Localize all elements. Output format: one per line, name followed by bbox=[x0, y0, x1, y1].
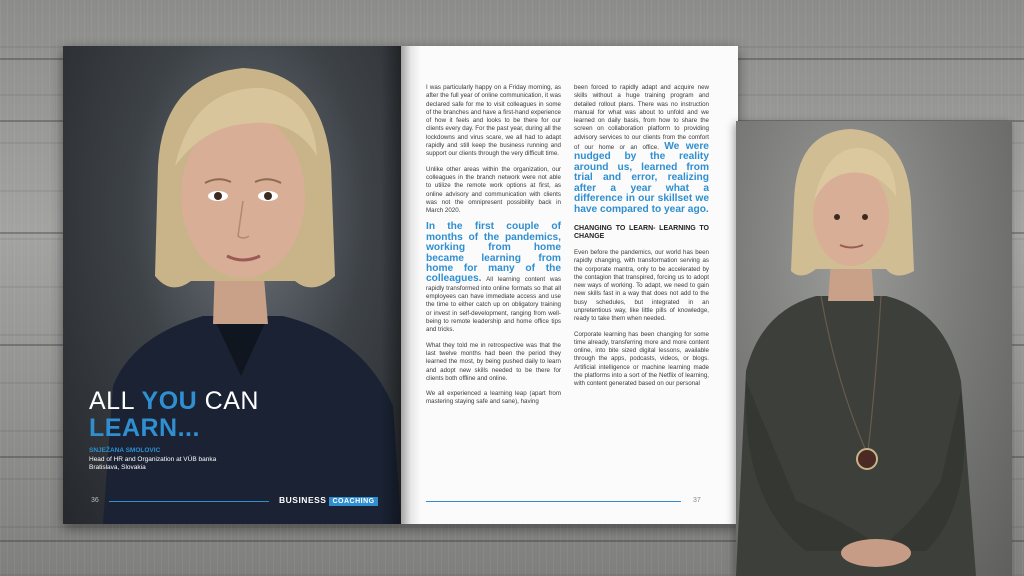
seated-portrait-photo bbox=[736, 121, 1012, 576]
paragraph-text: All learning content was rapidly transformed into online formats so that all employees can have immediate access and use the time to either catch up on obligatory training or invest in self-development, ranging from well-being to remote leadership and home office tips and tricks. bbox=[426, 276, 561, 334]
right-page bbox=[401, 46, 738, 524]
footer-divider bbox=[426, 501, 681, 502]
footer-divider bbox=[109, 501, 269, 502]
magazine-spread bbox=[63, 46, 738, 524]
paragraph: Corporate learning has been changing for some time already, transferring more and more content online, into bite sized digital lessons, available through the apps, podcasts, videos, or blogs. Artificial intelligence or machine learning made the platforms into a sort of the Netflix of learning, with content generated based on our personal bbox=[574, 330, 709, 388]
author-details bbox=[89, 456, 216, 472]
paragraph-text: been forced to rapidly adapt and acquire new skills without a huge training program and detailed rollout plans. There was no instruction manual for what was about to unfold and we learned on daily basis, from how to share the screen on collaboration platform to providing advisory services to our clients from the comfort of our home or an office. bbox=[574, 84, 709, 152]
paragraph: What they told me in retrospective was that the last twelve months had been the period they learned the most, by being pushed daily to learn and adopt new skills needed to be there for clients both offline and online. bbox=[426, 341, 561, 382]
left-page bbox=[63, 46, 401, 524]
magazine-brand bbox=[279, 495, 378, 505]
headline bbox=[89, 388, 259, 442]
page-number-right: 37 bbox=[693, 497, 701, 504]
headline-accent-you: YOU bbox=[141, 387, 198, 415]
paragraph: We all experienced a learning leap (apart from mastering staying safe and sane), having bbox=[426, 390, 561, 406]
headline-part1: ALL bbox=[89, 387, 142, 415]
page-number-left: 36 bbox=[91, 497, 99, 504]
author-name: SNJEŽANA SMOLOVIC bbox=[89, 447, 161, 454]
pull-quote: In the first couple of months of the pandemics, working from home became learning from home for many of the colleagues. bbox=[426, 221, 561, 285]
paragraph: I was particularly happy on a Friday morning, as after the full year of online communication, it was declared safe for me to visit colleagues in some of the branches and have a first-hand experience of how it feels and looks to be there for our clients every day. For the past year, during all the lockdowns and virus scare, we all had to adapt rapidly and still keep the business running and support our clients through the very difficult time. bbox=[426, 84, 561, 158]
paragraph: Even before the pandemics, our world has been rapidly changing, with transformation serving as the corporate mantra, only to be accelerated by the contagion that transpired, forcing us to adopt new ways of working. To adapt, we need to gain new skills fast in a way that does not add to the busy schedules, but integrated in an unpretentious way, like little pills of knowledge, ready to take them when needed. bbox=[574, 248, 709, 323]
headline-part2: CAN bbox=[197, 387, 259, 415]
text-column-2 bbox=[574, 84, 709, 396]
headline-accent-learn: LEARN... bbox=[89, 414, 200, 442]
paragraph-with-pull-quote bbox=[574, 84, 709, 215]
author-location: Bratislava, Slovakia bbox=[89, 464, 146, 471]
brand-tag: COACHING bbox=[329, 497, 377, 506]
brand-name: BUSINESS bbox=[279, 495, 327, 505]
text-column-1 bbox=[426, 84, 561, 414]
paragraph: Unlike other areas within the organization, our colleagues in the branch network were not able to utilize the remote work options at first, as online advisory and communication with clients was not the omnipresent possibility back in March 2020. bbox=[426, 165, 561, 215]
seated-portrait-illustration bbox=[736, 121, 1012, 576]
section-heading: CHANGING TO LEARN- LEARNING TO CHANGE bbox=[574, 224, 709, 241]
paragraph-with-pull-quote bbox=[426, 222, 561, 334]
pull-quote: We were nudged by the reality around us, learned from trial and error, realizing after a year what a difference in our skillset we have compared to year ago. bbox=[574, 141, 709, 215]
author-role: Head of HR and Organization at VÚB banka bbox=[89, 456, 217, 463]
